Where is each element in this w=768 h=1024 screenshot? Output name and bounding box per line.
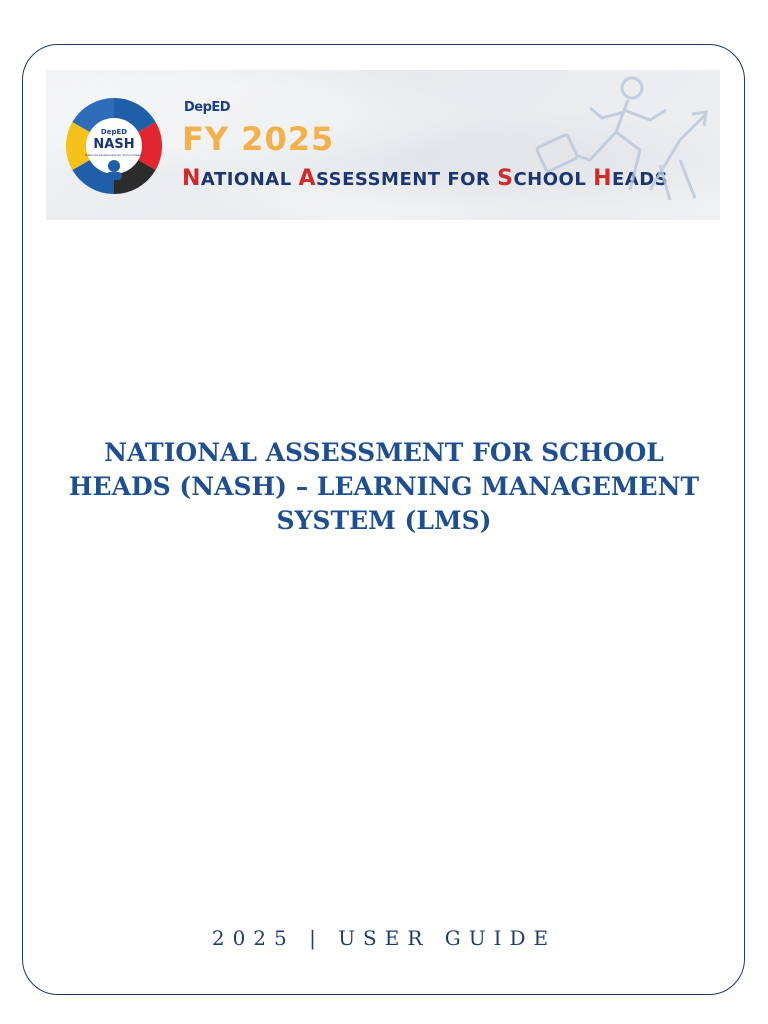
deped-wordmark — [184, 100, 230, 115]
title-line: SYSTEM (LMS) — [276, 506, 492, 535]
cap-letter: H — [593, 166, 612, 191]
cap-letter: N — [182, 166, 201, 191]
nash-logo-icon — [64, 96, 164, 196]
rest-text: EADS — [611, 169, 669, 190]
header-banner — [46, 70, 720, 220]
document-footer: 2025 | USER GUIDE — [211, 926, 557, 950]
rest-text: SSESSMENT FOR — [316, 169, 498, 190]
deped-wordmark-text: DepED — [184, 100, 231, 115]
rest-text: ATIONAL — [200, 169, 299, 190]
cap-letter: S — [497, 166, 514, 191]
logo-nash-text: NASH — [93, 137, 135, 152]
title-line: NATIONAL ASSESSMENT FOR SCHOOL — [104, 438, 664, 467]
runner-illustration-icon — [520, 70, 720, 220]
cap-letter: A — [298, 166, 316, 191]
fy-title: FY 2025 — [182, 120, 335, 158]
logo-deped-text: DepED — [100, 128, 128, 136]
document-title — [60, 436, 708, 538]
logo-sub-text: National Assessment for School Heads — [85, 153, 143, 157]
rest-text: CHOOL — [513, 169, 594, 190]
title-line: HEADS (NASH) – LEARNING MANAGEMENT — [68, 472, 700, 501]
